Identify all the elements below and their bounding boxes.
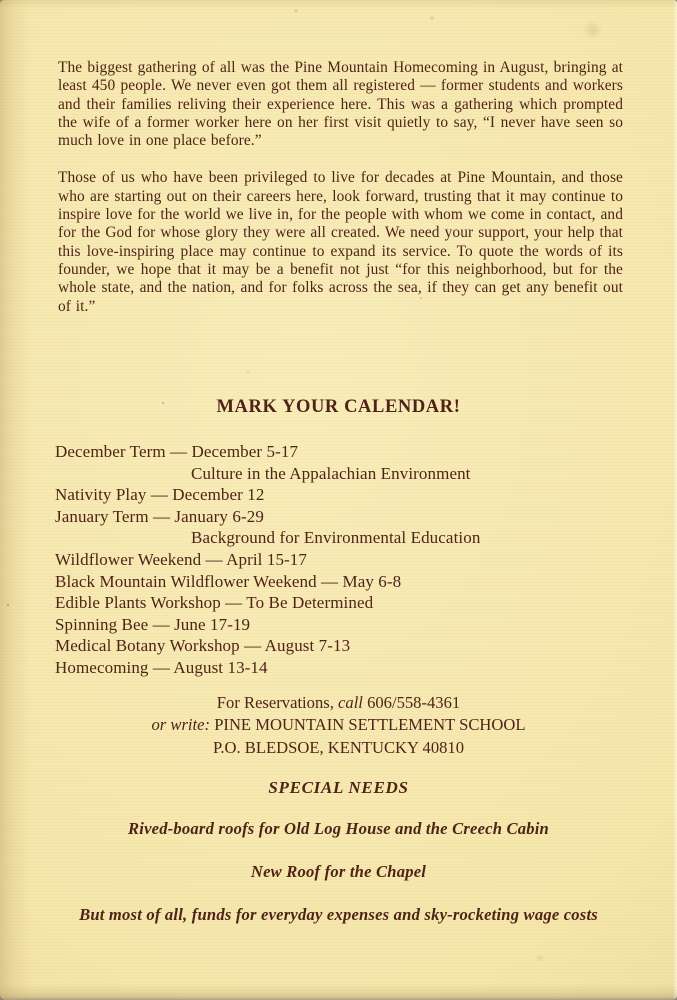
- reservations-address-line: P.O. BLEDSOE, KENTUCKY 40810: [212, 737, 465, 757]
- special-needs-item: New Roof for the Chapel: [250, 862, 427, 881]
- special-needs-heading: SPECIAL NEEDS: [268, 778, 409, 797]
- reservations-school-name: PINE MOUNTAIN SETTLEMENT SCHOOL: [214, 715, 526, 735]
- calendar-event: Spinning Bee — June 17-19: [55, 614, 251, 634]
- reservations-write-line: [0, 714, 677, 736]
- intro-paragraphs: [58, 59, 623, 335]
- calendar-event: Edible Plants Workshop — To Be Determined: [55, 593, 374, 613]
- calendar-event: Background for Environmental Education: [191, 528, 481, 548]
- calendar-event: Medical Botany Workshop — August 7-13: [55, 636, 351, 656]
- reservations-block: [0, 692, 677, 759]
- calendar-event-list: [55, 441, 640, 679]
- calendar-event: December Term — December 5-17: [55, 442, 299, 461]
- calendar-event: Culture in the Appalachian Environment: [191, 463, 471, 483]
- paragraph-support-appeal: Those of us who have been privileged to live for decades at Pine Mountain, and those who are starting out on their careers here, look forward, trusting that it may continue to inspire love for the world we live in, for the people with whom we come in contact, and for the God for whose glory they were all created. We need your support, your help that this love-inspiring place may continue to expand its service. To quote the words of its founder, we hope that it may be a benefit not just “for this neighborhood, but for the whole state, and the nation, and for folks across the sea, if they can get any benefit out of it.”: [58, 169, 623, 315]
- calendar-event: Nativity Play — December 12: [55, 485, 265, 505]
- paragraph-homecoming: The biggest gathering of all was the Pine Mountain Homecoming in August, bringing at least 450 people. We never even got them all registered — former students and workers and their families reliving their experience here. This was a gathering which prompted the wife of a former worker here on her first visit quietly to say, “I never have seen so much love in one place before.”: [58, 59, 623, 150]
- reservations-call-prefix: For Reservations,: [216, 693, 334, 712]
- calendar-event: Wildflower Weekend — April 15-17: [55, 549, 307, 569]
- reservations-phone: 606/558-4361: [367, 693, 461, 712]
- reservations-call-word: call: [338, 693, 363, 712]
- special-needs-list: [0, 818, 677, 947]
- special-needs-item: But most of all, funds for everyday expenses and sky-rocketing wage costs: [79, 905, 598, 924]
- reservations-call-line: [0, 692, 677, 714]
- special-needs-item: Rived-board roofs for Old Log House and the Creech Cabin: [128, 819, 549, 838]
- calendar-heading: MARK YOUR CALENDAR!: [216, 397, 461, 417]
- calendar-event: Homecoming — August 13-14: [55, 657, 268, 677]
- calendar-event: January Term — January 6-29: [55, 506, 264, 526]
- calendar-event: Black Mountain Wildflower Weekend — May 6-8: [55, 571, 402, 591]
- reservations-write-word: or write:: [151, 715, 211, 735]
